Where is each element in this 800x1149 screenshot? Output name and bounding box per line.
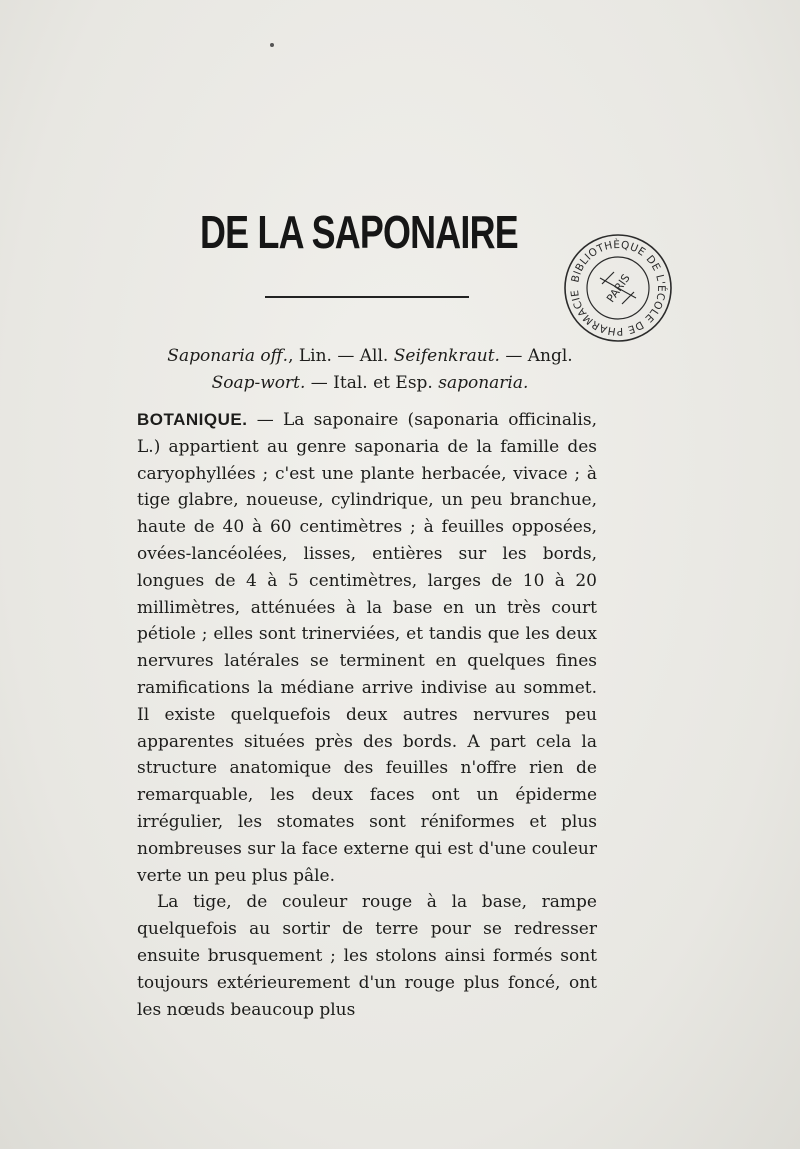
body-text	[137, 407, 597, 1023]
svg-text:PARIS: PARIS	[604, 271, 633, 305]
page-title: DE LA SAPONAIRE	[200, 206, 518, 258]
paragraph-text: — La saponaire (saponaria officinalis, L.) appartient au genre saponaria de la famille des caryophyllées ; c'est une plante herbacée, vivace ; à tige glabre, noueuse, cylindrique, un peu branchue, haute de 40 à 60 centimètres ; à feuilles opposées, ovées-lancéolées, lisses, entières sur les bords, longues de 4 à 5 centimètres, larges de 10 à 20 millimètres, atténuées à la base en un très court pétiole ; elles sont trinerviées, et tandis que les deux nervures latérales se terminent en quelques fines ramifications la médiane arrive indivise au sommet. Il existe quelquefois deux autres nervures peu apparentes situées près des bords. A part cela la structure anatomique des feuilles n'offre rien de remarquable, les deux faces ont un épiderme irrégulier, les stomates sont réniformes et plus nombreuses sur la face externe qui est d'une couleur verte un peu plus pâle.	[137, 410, 597, 886]
synonyms-line-2	[0, 373, 740, 393]
library-stamp-icon	[562, 232, 674, 344]
german-name: Seifenkraut.	[393, 346, 500, 366]
italian-spanish-name: saponaria.	[438, 373, 529, 393]
latin-name: Saponaria off.	[167, 346, 289, 366]
paragraph-botanique	[137, 407, 597, 889]
section-heading: BOTANIQUE.	[137, 410, 248, 429]
title-rule	[265, 296, 469, 298]
synonym-text: , Lin. — All.	[288, 346, 394, 366]
synonym-text: — Angl.	[499, 346, 573, 366]
paragraph-tige: La tige, de couleur rouge à la base, rampe quelquefois au sortir de terre pour se redresser ensuite brusquement ; les stolons ainsi formés sont toujours extérieurement d'un rouge plus foncé, ont les nœuds beaucoup plus	[137, 892, 597, 1020]
ink-dot	[270, 43, 274, 47]
synonyms-line-1	[0, 346, 740, 366]
synonym-text: — Ital. et Esp.	[305, 373, 439, 393]
english-name: Soap-wort.	[211, 373, 306, 393]
svg-text:BIBLIOTHÈQUE DE L'ÉCOLE DE PHA: BIBLIOTHÈQUE DE L'ÉCOLE DE PHARMACIE	[568, 238, 668, 338]
